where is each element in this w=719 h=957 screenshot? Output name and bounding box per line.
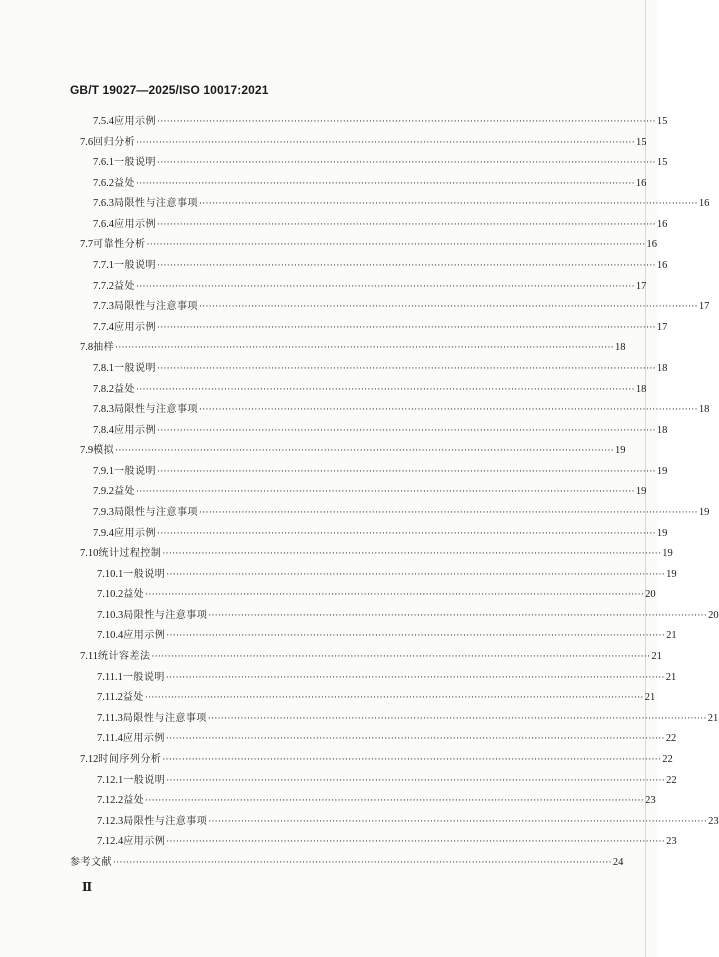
toc-entry-page: 19	[698, 506, 710, 518]
toc-entry-number: 7.6.4	[93, 218, 114, 230]
toc-dot-leader: ·························································································································································	[162, 754, 662, 765]
toc-entry[interactable]	[70, 215, 668, 236]
toc-entry-title: 局限性与注意事项	[122, 712, 207, 724]
toc-entry[interactable]	[70, 729, 677, 750]
toc-entry-page: 22	[666, 774, 677, 786]
toc-entry[interactable]	[70, 853, 624, 874]
toc-entry-page: 18	[656, 424, 668, 436]
toc-entry-page: 19	[656, 465, 668, 477]
toc-entry-page: 23	[708, 815, 719, 827]
toc-entry-title: 益处	[122, 692, 144, 704]
toc-dot-leader: ·························································································································································	[157, 466, 656, 477]
toc-entry[interactable]	[70, 462, 668, 483]
toc-entry-title: 模拟	[93, 445, 115, 457]
toc-entry[interactable]	[70, 688, 656, 709]
toc-entry[interactable]	[70, 750, 673, 771]
toc-entry[interactable]	[70, 832, 677, 853]
toc-dot-leader: ·························································································································································	[199, 405, 698, 416]
toc-entry[interactable]	[70, 174, 647, 195]
toc-dot-leader: ·························································································································································	[136, 137, 636, 148]
toc-dot-leader: ·························································································································································	[162, 549, 662, 560]
toc-dot-leader: ·························································································································································	[113, 857, 612, 868]
toc-entry-page: 24	[612, 856, 624, 868]
toc-entry-title: 应用示例	[122, 733, 165, 745]
toc-entry-number: 7.7.4	[93, 321, 114, 333]
toc-entry-number: 7.6	[80, 136, 94, 148]
toc-entry[interactable]	[70, 277, 647, 298]
toc-dot-leader: ·························································································································································	[136, 281, 635, 292]
toc-entry-page: 20	[645, 589, 656, 601]
toc-entry[interactable]	[70, 791, 656, 812]
toc-entry-title: 时间序列分析	[98, 753, 162, 765]
toc-entry[interactable]	[70, 338, 626, 359]
toc-dot-leader: ·························································································································································	[199, 302, 698, 313]
toc-entry[interactable]	[70, 235, 658, 256]
toc-entry-number: 7.12.2	[97, 795, 124, 807]
toc-dot-leader: ·························································································································································	[136, 384, 635, 395]
toc-entry-title: 一般说明	[114, 260, 156, 272]
toc-dot-leader: ·························································································································································	[157, 528, 656, 539]
toc-dot-leader: ·························································································································································	[146, 240, 646, 251]
toc-entry-page: 21	[665, 671, 677, 683]
toc-entry-page: 20	[708, 609, 719, 621]
toc-dot-leader: ·························································································································································	[136, 178, 635, 189]
toc-entry-title: 应用示例	[123, 630, 166, 642]
toc-entry-page: 18	[656, 362, 668, 374]
toc-entry[interactable]	[70, 194, 710, 215]
table-of-contents	[70, 112, 719, 873]
toc-entry-number: 7.7	[80, 239, 94, 251]
toc-entry-title: 益处	[114, 177, 135, 189]
toc-entry-number: 7.8.4	[93, 424, 114, 436]
toc-entry-title: 应用示例	[114, 218, 156, 230]
toc-entry-number: 7.8.3	[93, 404, 114, 416]
toc-dot-leader: ·························································································································································	[115, 446, 615, 457]
toc-entry-number: 7.8	[80, 342, 94, 354]
toc-entry-number: 7.6.1	[93, 157, 114, 169]
toc-dot-leader: ·························································································································································	[157, 425, 656, 436]
toc-entry-title: 可靠性分析	[93, 239, 146, 251]
toc-entry-page: 21	[707, 712, 719, 724]
toc-entry-title: 应用示例	[123, 836, 166, 848]
toc-entry-number: 7.9.3	[93, 506, 114, 518]
toc-entry[interactable]	[70, 153, 668, 174]
toc-entry-number: 7.11.3	[97, 712, 123, 724]
toc-entry-number: 7.11.4	[97, 733, 123, 745]
toc-entry-title: 参考文献	[70, 856, 112, 868]
toc-entry[interactable]	[70, 380, 647, 401]
toc-dot-leader: ·························································································································································	[208, 816, 708, 827]
toc-entry-title: 应用示例	[114, 424, 156, 436]
toc-entry-title: 应用示例	[114, 321, 156, 333]
toc-entry[interactable]	[70, 482, 647, 503]
toc-dot-leader: ·························································································································································	[157, 261, 656, 272]
toc-entry[interactable]	[70, 812, 719, 833]
toc-dot-leader: ·························································································································································	[157, 363, 656, 374]
toc-entry-title: 一般说明	[114, 157, 156, 169]
toc-entry-page: 15	[636, 136, 647, 148]
toc-entry-page: 21	[644, 692, 656, 704]
toc-entry-page: 18	[615, 342, 626, 354]
toc-entry-page: 16	[635, 177, 647, 189]
toc-entry-number: 7.12	[80, 753, 99, 765]
toc-entry-page: 17	[635, 280, 647, 292]
toc-entry-title: 局限性与注意事项	[123, 609, 208, 621]
toc-entry-title: 一般说明	[123, 774, 166, 786]
toc-entry-title: 抽样	[93, 342, 115, 354]
toc-entry-title: 统计容差法	[98, 651, 151, 663]
toc-dot-leader: ·························································································································································	[145, 590, 645, 601]
toc-entry-number: 7.11.2	[97, 692, 123, 704]
toc-entry-page: 21	[651, 651, 662, 663]
toc-entry[interactable]	[70, 565, 677, 586]
toc-entry-number: 7.7.2	[93, 280, 114, 292]
toc-entry[interactable]	[70, 318, 668, 339]
toc-entry-page: 15	[656, 116, 668, 127]
toc-dot-leader: ·························································································································································	[157, 158, 656, 169]
toc-entry[interactable]	[70, 359, 668, 380]
toc-entry-page: 19	[615, 445, 626, 457]
toc-entry-number: 7.11.1	[97, 671, 123, 683]
toc-entry-page: 19	[662, 548, 673, 560]
toc-entry-page: 17	[656, 321, 668, 333]
toc-entry-page: 16	[656, 218, 668, 230]
toc-entry-page: 18	[698, 404, 710, 416]
toc-entry-number: 7.9.1	[93, 465, 114, 477]
toc-entry-number: 7.7.1	[93, 260, 114, 272]
toc-dot-leader: ·························································································································································	[136, 487, 635, 498]
toc-dot-leader: ·························································································································································	[166, 569, 666, 580]
toc-entry-page: 16	[646, 239, 658, 251]
toc-entry-page: 19	[656, 527, 668, 539]
toc-entry-number: 7.5.4	[93, 116, 114, 127]
toc-entry-title: 应用示例	[114, 116, 156, 127]
toc-entry[interactable]	[70, 421, 668, 442]
toc-dot-leader: ·························································································································································	[157, 219, 656, 230]
toc-entry-page: 16	[656, 260, 668, 272]
toc-entry-page: 15	[656, 157, 668, 169]
toc-dot-leader: ·························································································································································	[144, 693, 644, 704]
toc-entry-number: 7.9	[80, 445, 94, 457]
page-number-footer: Ⅱ	[82, 880, 93, 894]
toc-dot-leader: ·························································································································································	[166, 837, 666, 848]
toc-dot-leader: ·························································································································································	[115, 343, 615, 354]
toc-entry-number: 7.10.4	[97, 630, 124, 642]
toc-entry-title: 益处	[123, 589, 145, 601]
standard-header: GB/T 19027—2025/ISO 10017:2021	[70, 83, 269, 97]
toc-entry-title: 回归分析	[93, 136, 136, 148]
toc-entry[interactable]	[70, 297, 710, 318]
toc-entry-page: 23	[666, 836, 677, 848]
toc-entry-title: 益处	[123, 795, 145, 807]
toc-entry-number: 7.10	[80, 548, 99, 560]
toc-entry-number: 7.10.3	[97, 609, 124, 621]
toc-dot-leader: ·························································································································································	[208, 610, 708, 621]
toc-entry-title: 局限性与注意事项	[114, 198, 198, 210]
toc-dot-leader: ·························································································································································	[157, 117, 656, 127]
toc-entry-number: 7.6.3	[93, 198, 114, 210]
toc-entry[interactable]	[70, 626, 677, 647]
toc-entry[interactable]	[70, 585, 656, 606]
toc-entry[interactable]	[70, 668, 677, 689]
toc-entry-number: 7.11	[80, 651, 98, 663]
toc-entry-number: 7.7.3	[93, 301, 114, 313]
toc-dot-leader: ·························································································································································	[165, 672, 665, 683]
toc-dot-leader: ·························································································································································	[166, 775, 666, 786]
toc-entry[interactable]	[70, 133, 647, 154]
toc-entry-page: 22	[662, 753, 673, 765]
toc-entry-number: 7.12.4	[97, 836, 124, 848]
toc-dot-leader: ·························································································································································	[151, 652, 651, 663]
toc-dot-leader: ·························································································································································	[157, 322, 656, 333]
toc-entry-title: 一般说明	[114, 465, 156, 477]
toc-entry[interactable]	[70, 606, 719, 627]
toc-entry-title: 局限性与注意事项	[114, 506, 198, 518]
toc-entry-page: 19	[666, 568, 677, 580]
toc-entry-title: 应用示例	[114, 527, 156, 539]
toc-entry-page: 16	[698, 198, 710, 210]
toc-entry-number: 7.6.2	[93, 177, 114, 189]
toc-entry-title: 一般说明	[122, 671, 165, 683]
toc-dot-leader: ·························································································································································	[166, 631, 666, 642]
toc-entry-number: 7.10.2	[97, 589, 124, 601]
toc-entry-page: 18	[635, 383, 647, 395]
toc-entry-title: 统计过程控制	[98, 548, 162, 560]
toc-entry[interactable]	[70, 441, 626, 462]
toc-dot-leader: ·························································································································································	[199, 199, 698, 210]
toc-entry-title: 一般说明	[114, 362, 156, 374]
toc-entry[interactable]	[70, 400, 710, 421]
toc-entry-number: 7.8.2	[93, 383, 114, 395]
toc-entry[interactable]	[70, 524, 668, 545]
toc-entry-page: 22	[665, 733, 677, 745]
toc-entry-number: 7.9.2	[93, 486, 114, 498]
toc-entry-title: 局限性与注意事项	[123, 815, 208, 827]
toc-dot-leader: ·························································································································································	[199, 507, 698, 518]
toc-entry[interactable]	[70, 256, 668, 277]
toc-entry[interactable]	[70, 544, 673, 565]
toc-entry-number: 7.12.1	[97, 774, 124, 786]
toc-entry-page: 17	[698, 301, 710, 313]
toc-dot-leader: ·························································································································································	[207, 713, 707, 724]
toc-entry-title: 局限性与注意事项	[114, 404, 198, 416]
toc-entry-title: 局限性与注意事项	[114, 301, 198, 313]
toc-entry[interactable]	[70, 771, 677, 792]
toc-entry-number: 7.9.4	[93, 527, 114, 539]
toc-dot-leader: ·························································································································································	[165, 734, 665, 745]
toc-entry-page: 21	[666, 630, 677, 642]
toc-entry[interactable]	[70, 647, 662, 668]
toc-entry[interactable]	[70, 503, 710, 524]
toc-entry-title: 一般说明	[123, 568, 166, 580]
toc-entry-title: 益处	[114, 383, 135, 395]
toc-entry-title: 益处	[114, 486, 135, 498]
toc-entry[interactable]	[70, 112, 668, 133]
toc-dot-leader: ·························································································································································	[145, 796, 645, 807]
toc-entry[interactable]	[70, 709, 719, 730]
toc-entry-page: 23	[645, 795, 656, 807]
toc-entry-title: 益处	[114, 280, 135, 292]
toc-entry-number: 7.12.3	[97, 815, 124, 827]
toc-entry-number: 7.10.1	[97, 568, 124, 580]
toc-entry-number: 7.8.1	[93, 362, 114, 374]
toc-entry-page: 19	[635, 486, 647, 498]
